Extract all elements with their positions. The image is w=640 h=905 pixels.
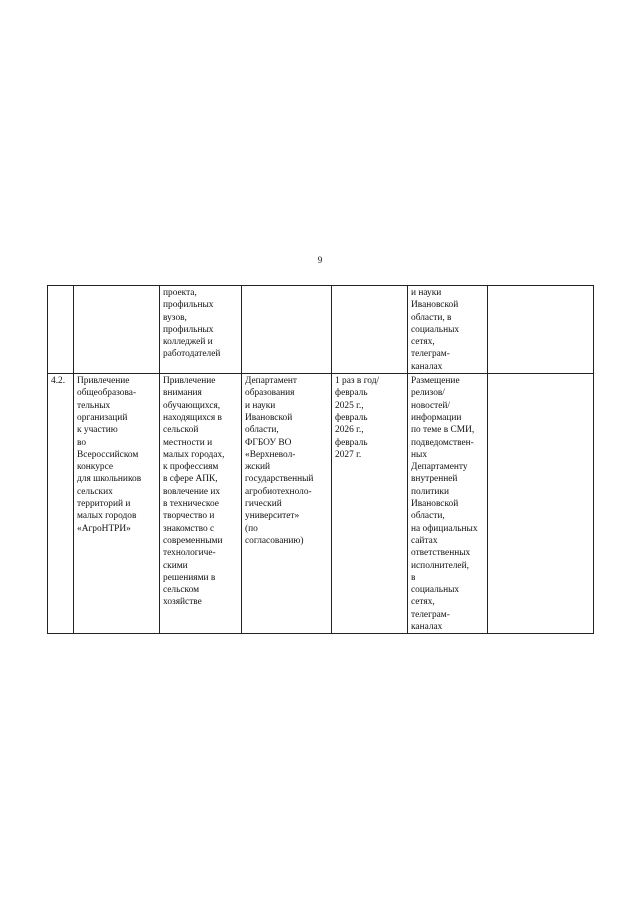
cell-info: Размещение релизов/ новостей/ информации по теме в СМИ, подведомствен- ных Департаменту внутренней политики Ивановской области, на официальных сайтах ответственных исполнителей, в социальных сетях, телеграм- каналах xyxy=(408,374,488,634)
table-row xyxy=(48,286,594,374)
cell-deadline: 1 раз в год/ февраль 2025 г., февраль 2026 г., февраль 2027 г. xyxy=(332,374,408,634)
table-row xyxy=(48,374,594,634)
cell-deadline xyxy=(332,286,408,374)
cell-number: 4.2. xyxy=(48,374,74,634)
cell-event xyxy=(74,286,160,374)
cell-note xyxy=(488,286,594,374)
cell-executor xyxy=(242,286,332,374)
measures-table xyxy=(47,285,594,634)
cell-event: Привлечение общеобразова- тельных организаций к участию во Всероссийском конкурсе для школьников сельских территорий и малых городов «АгроНТРИ» xyxy=(74,374,160,634)
cell-description: Привлечение внимания обучающихся, находящихся в сельской местности и малых городах, к профессиям в сфере АПК, вовлечение их в техническое творчество и знакомство с современными технологиче- скими решениями в сельском хозяйстве xyxy=(160,374,242,634)
cell-number xyxy=(48,286,74,374)
page-number: 9 xyxy=(317,255,323,265)
cell-info: и науки Ивановской области, в социальных сетях, телеграм- каналах xyxy=(408,286,488,374)
cell-executor: Департамент образования и науки Ивановской области, ФГБОУ ВО «Верхневол- жский государственный агробиотехноло- гический университет» (по согласованию) xyxy=(242,374,332,634)
cell-description: проекта, профильных вузов, профильных колледжей и работодателей xyxy=(160,286,242,374)
cell-note xyxy=(488,374,594,634)
